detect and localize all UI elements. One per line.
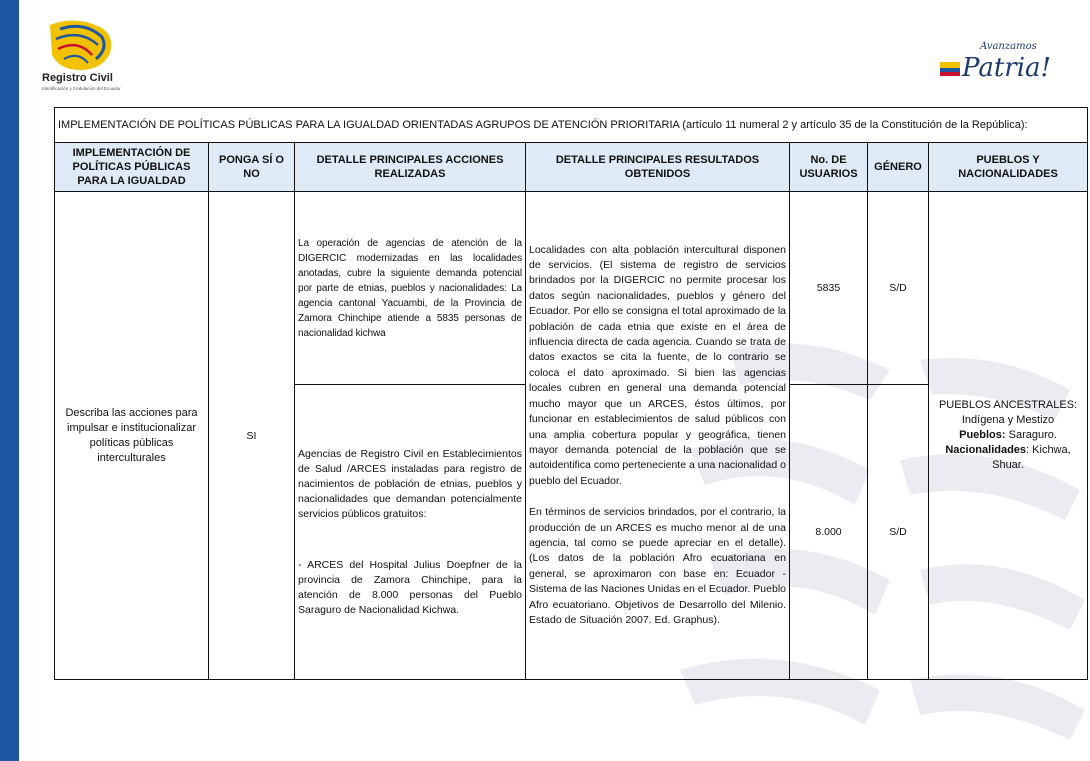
patria-logo [938,38,1068,90]
col-header-actions: DETALLE PRINCIPALES ACCIONES REALIZADAS [295,143,526,192]
action-cell-2 [295,385,526,680]
peoples-pueblos-value: Saraguro. [1008,429,1057,441]
logo-slogan-main: Patria! [962,53,1051,83]
col-header-implementation: IMPLEMENTACIÓN DE POLÍTICAS PÚBLICAS PARA LA IGUALDAD [55,143,209,192]
peoples-nac-value: : Kichwa, Shuar. [992,444,1071,471]
action-text-2b: - ARCES del Hospital Julius Doepfner de la provincia de Zamora Chinchipe, para la atención de 8.000 personas del Pueblo Saraguro de Nacionalidad Kichwa. [298,558,522,616]
table-row [55,192,1088,385]
logo-tagline: Identificación y Cedulación del Ecuador [42,86,121,91]
logo-slogan-top: Avanzamos [980,41,1037,52]
results-cell [526,192,790,680]
yes-no-cell: SI [209,192,295,680]
table-title: IMPLEMENTACIÓN DE POLÍTICAS PÚBLICAS PARA LA IGUALDAD ORIENTADAS AGRUPOS DE ATENCIÓN PRIORITARIA (artículo 11 numeral 2 y artículo 35 de la Constitución de la República): [55,108,1088,143]
users-cell-1: 5835 [790,192,868,385]
logo-name: Registro Civil [42,72,113,84]
registro-civil-logo [30,15,140,97]
peoples-nac-label: Nacionalidades [945,444,1027,456]
action-cell-1: La operación de agencias de atención de la DIGERCIC modernizadas en las localidades anotadas, cubre la siguiente demanda potencial por parte de etnias, pueblos y nacionalidades: La agencia cantonal Yacuambi, de la Provincia de Zamora Chinchipe atiende a 5835 personas de nacionalidad kichwa [295,192,526,385]
gender-cell-2: S/D [868,385,929,680]
gender-cell-1: S/D [868,192,929,385]
peoples-cell [929,192,1088,680]
table-header-row [55,143,1088,192]
implementation-cell: Describa las acciones para impulsar e institucionalizar políticas públicas interculturales [55,192,209,680]
users-cell-2: 8.000 [790,385,868,680]
results-text-1: Localidades con alta población intercultural disponen de servicios. (El sistema de registro de servicios brindados por la DIGERCIC no permite procesar los datos según nacionalidades, pueblos y género del Ecuador. Por ello se consigna el total aproximado de la población de cada etnia que existe en el área de influencia directa de cada agencia. Cuando se trata de datos exactos se cita la fuente, de lo contrario se coloca el dato aproximado. Si bien las agencias locales cubren en general una demanda potencial mucho mayor que un ARCES, éstos últimos, por funcionar en establecimientos de salud públicos con una amplia cobertura popular y geográfica, tienen mayor demanda potencial de la población que se autoidentifica como perteneciente a una nacionalidad o pueblo del Ecuador. [529,243,786,487]
peoples-pueblos-label: Pueblos: [959,429,1006,441]
peoples-ancestral: PUEBLOS ANCESTRALES: Indígena y Mestizo [938,399,1078,426]
col-header-users: No. DE USUARIOS [790,143,868,192]
col-header-peoples: PUEBLOS Y NACIONALIDADES [929,143,1088,192]
results-text-2: En términos de servicios brindados, por el contrario, la producción de un ARCES es mucho menor al de una agencia, tal como se puede apreciar en el detalle). (Los datos de la población Afro ecuatoriana en general, se aproximaron con base en: Ecuador -Sistema de las Naciones Unidas en el Ecuador. Pueblo Afro ecuatoriano. Objetivos de Desarrollo del Milenio. Estado de Situación 2007. Ed. Graphus). [529,506,786,626]
action-text-2a: Agencias de Registro Civil en Establecimientos de Salud /ARCES instaladas para registro de nacimientos de población de etnias, pueblos y nacionalidades que demandan potencialmente servicios públicos gratuitos: [298,447,522,520]
side-stripe [0,0,19,761]
policies-table [54,107,1088,680]
col-header-results: DETALLE PRINCIPALES RESULTADOS OBTENIDOS [526,143,790,192]
col-header-gender: GÉNERO [868,143,929,192]
col-header-yes-no: PONGA SÍ O NO [209,143,295,192]
